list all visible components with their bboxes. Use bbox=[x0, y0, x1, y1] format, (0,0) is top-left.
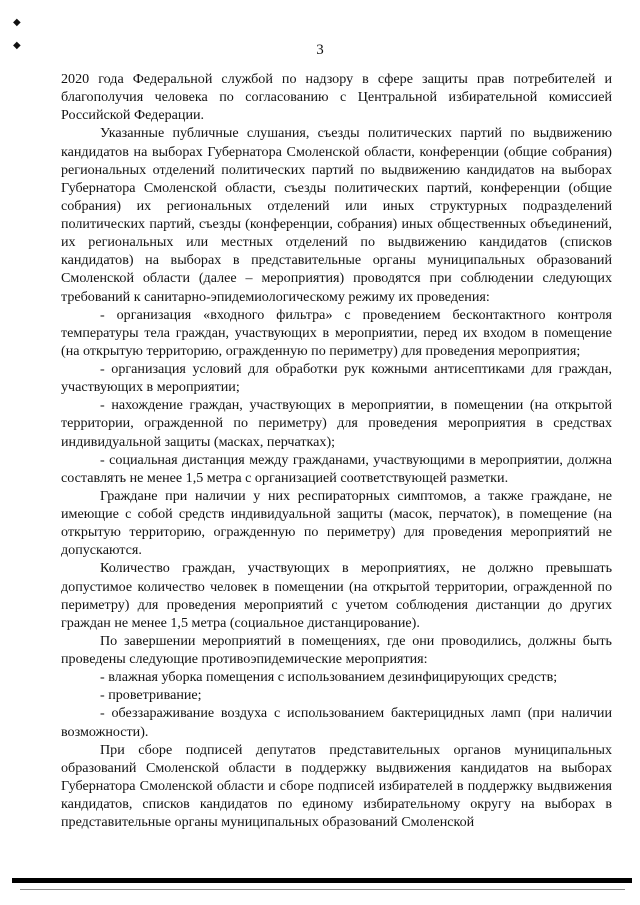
margin-mark: ◆ bbox=[13, 40, 21, 51]
list-item-air-disinfection: - обеззараживание воздуха с использованием бактерицидных ламп (при наличии возможности). bbox=[61, 705, 612, 740]
paragraph-requirements-intro: Указанные публичные слушания, съезды политических партий по выдвижению кандидатов на выборах Губернатора Смоленской области, конференции (общие собрания) региональных отделений политических партий по выдвижению кандидатов на выборах Губернатора Смоленской области, съезды политических партий, конференции (общие собрания) их региональных отделений или иных структурных подразделений политических партий, съезды (конференции, собрания) иных общественных объединений, их региональных или местных отделений по выдвижению кандидатов (списков кандидатов) на выборах в представительные органы муниципальных образований Смоленской области (далее – мероприятия) проводятся при соблюдении следующих требований к санитарно-эпидемиологическому режиму их проведения: bbox=[61, 125, 612, 305]
bottom-border-thin bbox=[20, 889, 625, 890]
list-item-protective-equipment: - нахождение граждан, участвующих в мероприятии, в помещении (на открытой территории, огражденной по периметру) для проведения мероприятия в средствах индивидуальной защиты (масках, перчатках); bbox=[61, 397, 612, 450]
list-item-social-distance: - социальная дистанция между гражданами, участвующими в мероприятии, должна составлять не менее 1,5 метра с организацией соответствующей разметки. bbox=[61, 451, 612, 486]
margin-mark: ◆ bbox=[13, 17, 21, 28]
paragraph-symptoms: Граждане при наличии у них респираторных симптомов, а также граждане, не имеющие с собой средств индивидуальной защиты (масок, перчаток), в помещение (на открытую территорию, огражденную по периметру) для проведения мероприятий не допускаются. bbox=[61, 487, 612, 559]
paragraph-attendance-limit: Количество граждан, участвующих в мероприятиях, не должно превышать допустимое количество человек в помещении (на открытой территории, огражденной по периметру) для проведения мероприятий с учетом соблюдения дистанции до других граждан не менее 1,5 метра (социальное дистанцирование). bbox=[61, 560, 612, 631]
list-item-entry-filter: - организация «входного фильтра» с проведением бесконтактного контроля температуры тела граждан, участвующих в мероприятии, перед их входом в помещение (на открытую территорию, огражденную по периметру) для проведения мероприятия; bbox=[61, 306, 612, 359]
page-number: 3 bbox=[316, 42, 324, 58]
list-item-antiseptics: - организация условий для обработки рук кожными антисептиками для граждан, участвующих в мероприятии; bbox=[61, 361, 612, 396]
paragraph-after-event: По завершении мероприятий в помещениях, где они проводились, должны быть проведены следующие противоэпидемические мероприятия: bbox=[61, 632, 612, 667]
paragraph-signature-collection: При сборе подписей депутатов представительных органов муниципальных образований Смоленской области в поддержку выдвижения кандидатов на выборах Губернатора Смоленской области и сборе подписей избирателей в поддержку выдвижения кандидатов, списков кандидатов по единому избирательному округу на выборах в представительные органы муниципальных образований Смоленской bbox=[61, 741, 612, 831]
bottom-border-thick bbox=[12, 878, 632, 883]
list-item-ventilation: - проветривание; bbox=[100, 687, 202, 704]
paragraph-continuation: 2020 года Федеральной службой по надзору в сфере защиты прав потребителей и благополучия человека по согласованию с Центральной избирательной комиссией Российской Федерации. bbox=[61, 71, 612, 124]
list-item-wet-cleaning: - влажная уборка помещения с использованием дезинфицирующих средств; bbox=[100, 669, 558, 686]
document-body bbox=[61, 70, 612, 831]
